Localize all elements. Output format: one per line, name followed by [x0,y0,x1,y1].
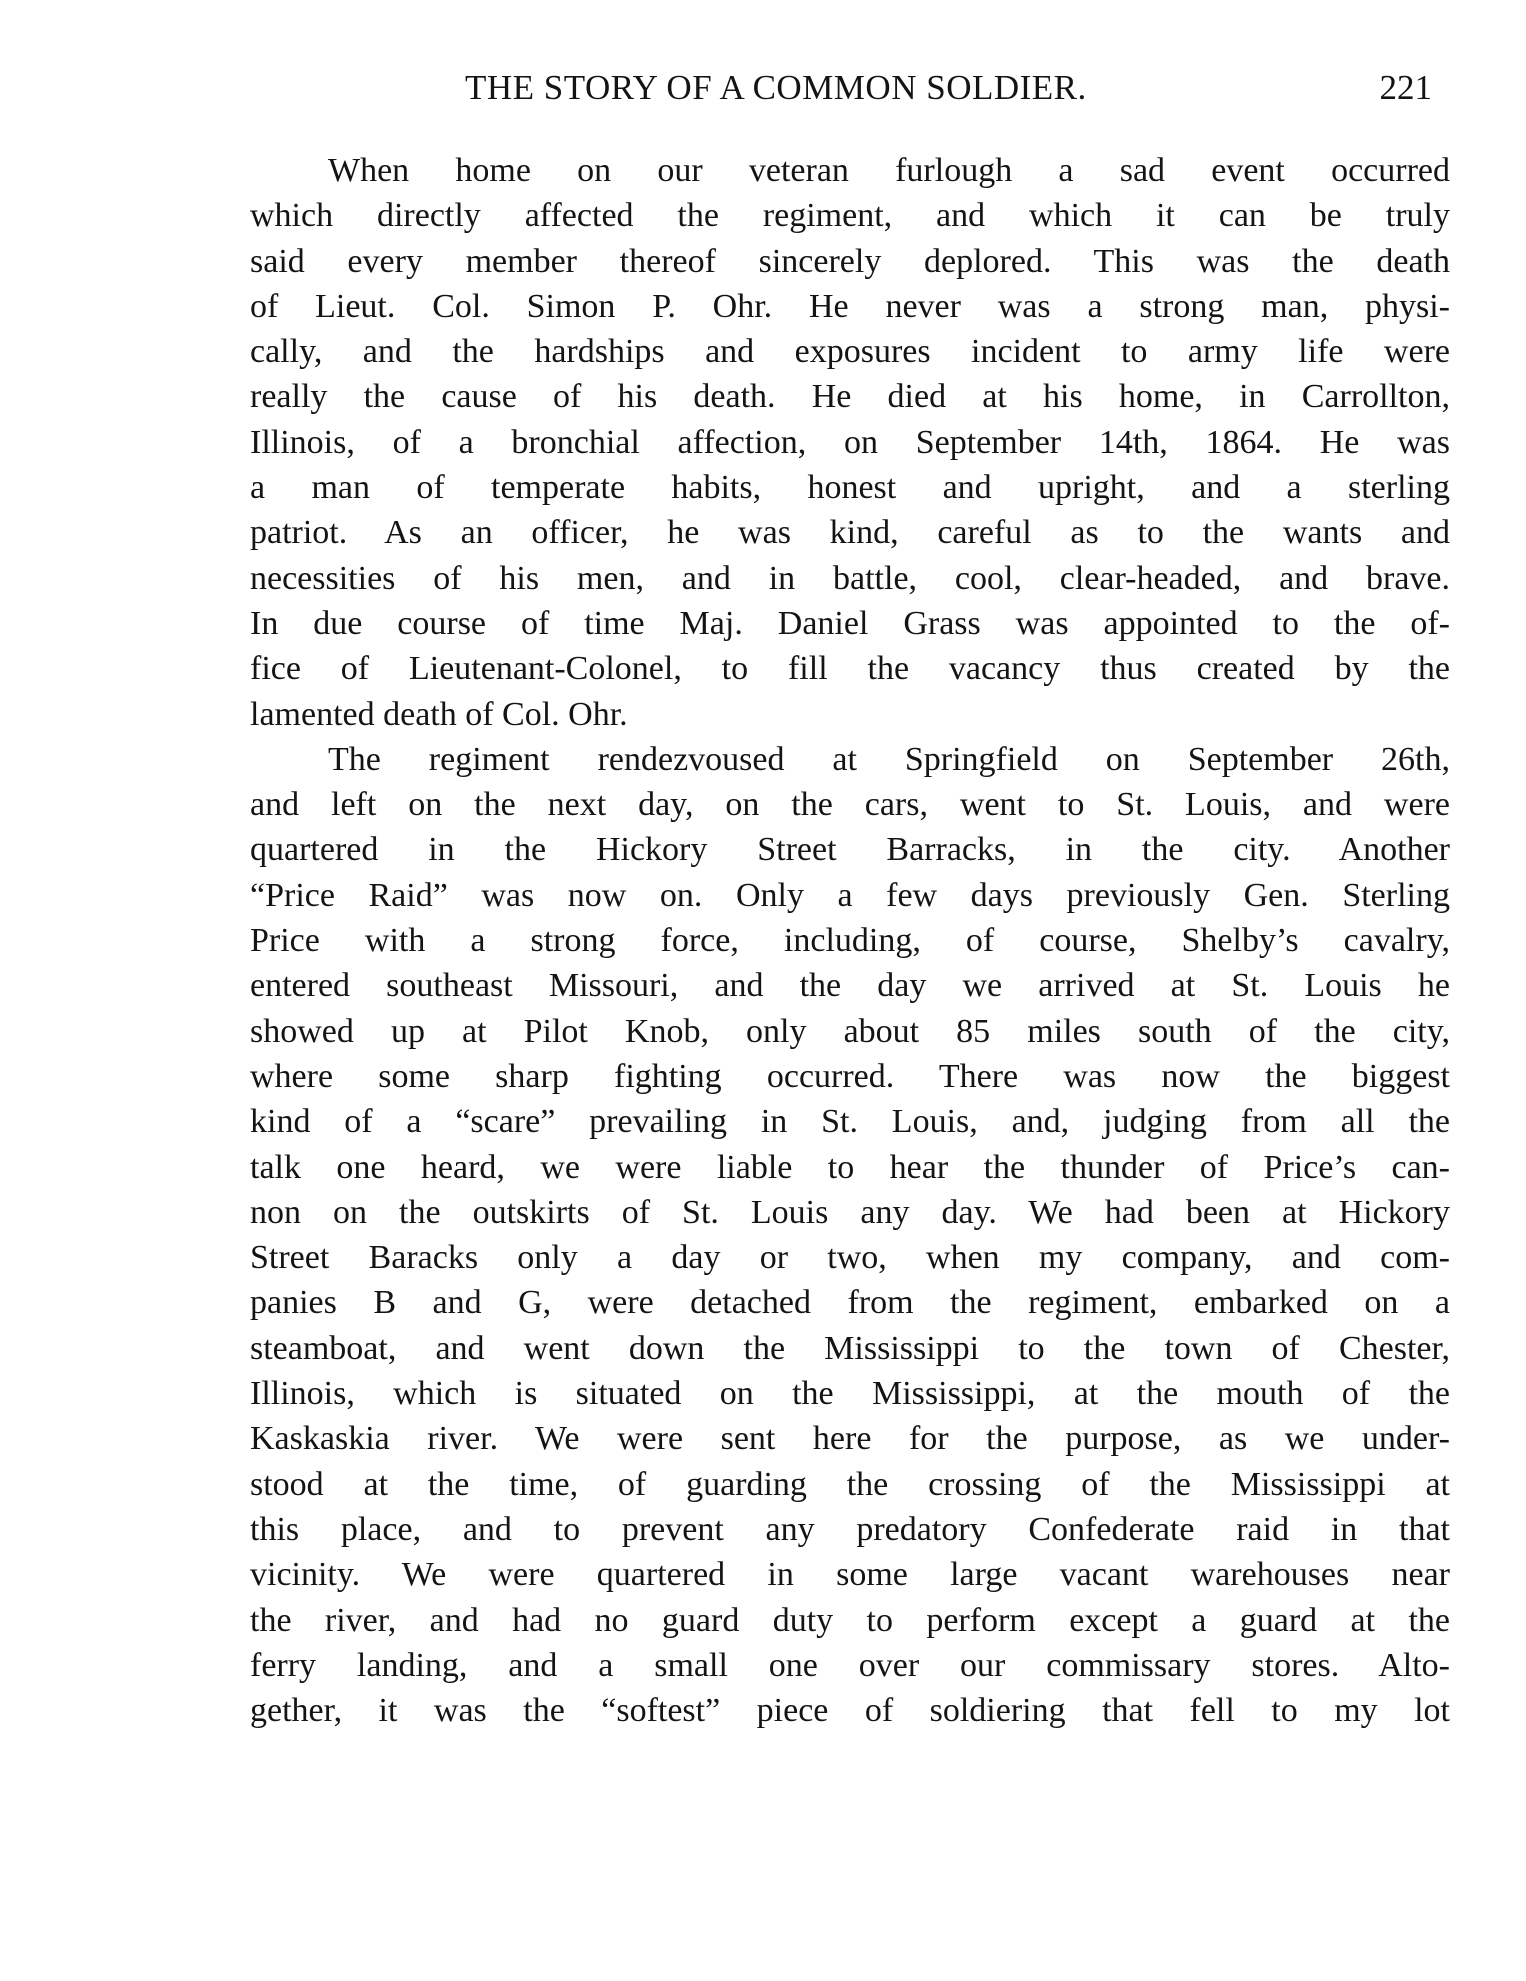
text-line: patriot. As an officer, he was kind, careful as to the wants and [250,514,1450,552]
text-line: non on the outskirts of St. Louis any day. We had been at Hickory [250,1193,1450,1231]
text-line: kind of a “scare” prevailing in St. Louis, and, judging from all the [250,1103,1450,1141]
running-head [250,68,1450,124]
text-line: steamboat, and went down the Mississippi to the town of Chester, [250,1329,1450,1367]
text-line: and left on the next day, on the cars, went to St. Louis, and were [250,786,1450,824]
text-line: fice of Lieutenant-Colonel, to fill the vacancy thus created by the [250,650,1450,688]
paragraph-furlough [250,148,1450,737]
text-line: In due course of time Maj. Daniel Grass was appointed to the of- [250,604,1450,642]
body-text [250,148,1450,1733]
text-line: Illinois, which is situated on the Mississippi, at the mouth of the [250,1375,1450,1413]
paragraph-rendezvous [250,737,1450,1734]
text-line: ferry landing, and a small one over our commissary stores. Alto- [250,1646,1450,1684]
text-line: Street Baracks only a day or two, when my company, and com- [250,1239,1450,1277]
text-line: really the cause of his death. He died at his home, in Carrollton, [250,378,1450,416]
text-line: Illinois, of a bronchial affection, on September 14th, 1864. He was [250,423,1450,461]
text-line: the river, and had no guard duty to perform except a guard at the [250,1601,1450,1639]
text-line: showed up at Pilot Knob, only about 85 miles south of the city, [250,1012,1450,1050]
text-line: stood at the time, of guarding the crossing of the Mississippi at [250,1465,1450,1503]
text-line: quartered in the Hickory Street Barracks, in the city. Another [250,831,1450,869]
text-line: When home on our veteran furlough a sad event occurred [328,152,1450,189]
text-line: entered southeast Missouri, and the day we arrived at St. Louis he [250,967,1450,1005]
text-line: gether, it was the “softest” piece of soldiering that fell to my lot [250,1692,1450,1730]
text-line: panies B and G, were detached from the regiment, embarked on a [250,1284,1450,1322]
text-line: of Lieut. Col. Simon P. Ohr. He never was a strong man, physi- [250,287,1450,325]
text-line: Kaskaskia river. We were sent here for the purpose, as we under- [250,1420,1450,1458]
running-title: THE STORY OF A COMMON SOLDIER. [465,68,1087,107]
text-line: The regiment rendezvoused at Springfield on September 26th, [328,740,1450,778]
text-line: a man of temperate habits, honest and upright, and a sterling [250,469,1450,507]
text-line: lamented death of Col. Ohr. [250,695,628,733]
text-line: cally, and the hardships and exposures incident to army life were [250,333,1450,371]
text-line: which directly affected the regiment, and which it can be truly [250,197,1450,235]
text-line: said every member thereof sincerely deplored. This was the death [250,242,1450,280]
text-line: talk one heard, we were liable to hear the thunder of Price’s can- [250,1148,1450,1186]
text-line: vicinity. We were quartered in some large vacant warehouses near [250,1556,1450,1594]
text-line: where some sharp fighting occurred. There was now the biggest [250,1057,1450,1095]
text-line: “Price Raid” was now on. Only a few days previously Gen. Sterling [250,876,1450,914]
text-line: this place, and to prevent any predatory Confederate raid in that [250,1510,1450,1548]
page-number: 221 [1379,68,1432,107]
text-line: necessities of his men, and in battle, cool, clear-headed, and brave. [250,559,1450,597]
text-line: Price with a strong force, including, of course, Shelby’s cavalry, [250,922,1450,960]
